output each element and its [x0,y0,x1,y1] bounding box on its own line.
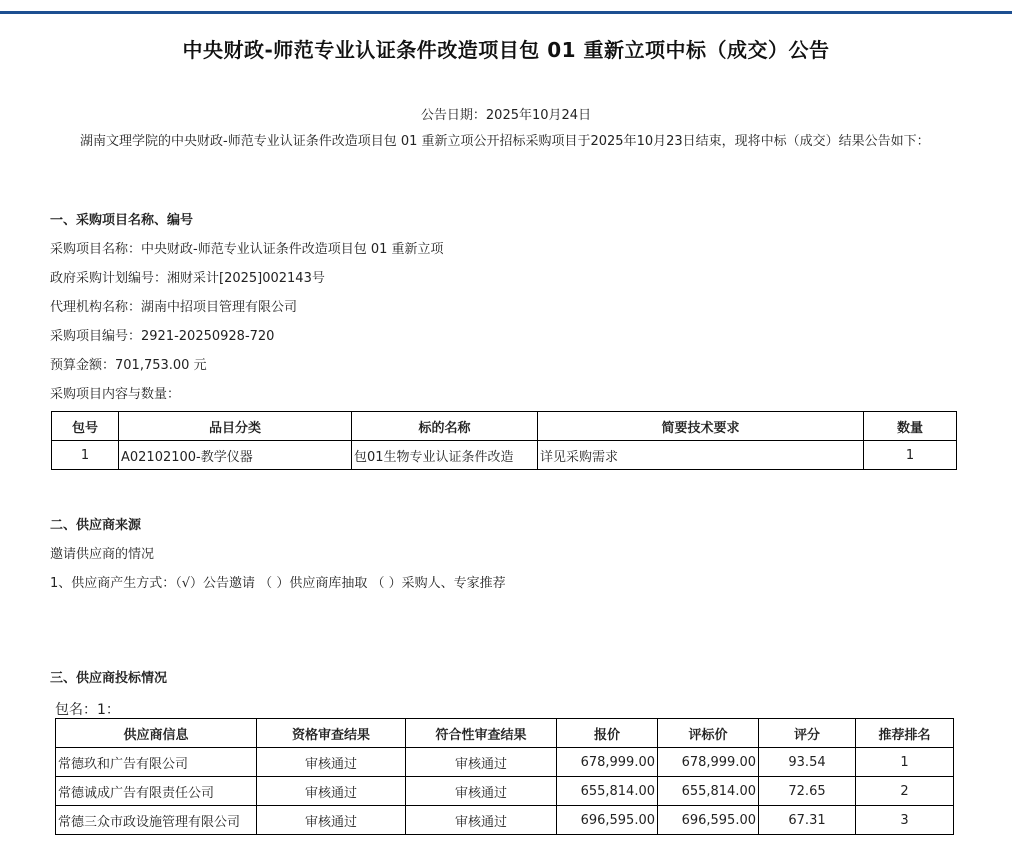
content-quantity-label: 采购项目内容与数量： [50,387,181,402]
table-row [52,441,957,470]
cell-score: 67.31 [759,806,856,835]
project-name-line: 采购项目名称：中央财政-师范专业认证条件改造项目包 01 重新立项 [50,242,444,257]
cell-compliance: 审核通过 [406,777,557,806]
cell-tech-requirements: 详见采购需求 [538,441,864,470]
cell-qualification: 审核通过 [257,806,406,835]
col-supplier: 供应商信息 [56,719,257,748]
budget-line: 预算金额：701,753.00 元 [50,358,207,373]
cell-eval-price: 678,999.00 [658,748,759,777]
cell-compliance: 审核通过 [406,806,557,835]
page-title: 中央财政-师范专业认证条件改造项目包 01 重新立项中标（成交）公告 [182,38,830,62]
cell-eval-price: 696,595.00 [658,806,759,835]
cell-supplier: 常德诚成广告有限责任公司 [56,777,257,806]
col-compliance: 符合性审查结果 [406,719,557,748]
announcement-date: 公告日期：2025年10月24日 [420,108,592,123]
col-qualification: 资格审查结果 [257,719,406,748]
cell-rank: 2 [856,777,954,806]
cell-supplier: 常德三众市政设施管理有限公司 [56,806,257,835]
invitation-label: 邀请供应商的情况 [50,547,155,562]
cell-rank: 1 [856,748,954,777]
section-heading-project: 一、采购项目名称、编号 [50,213,194,228]
cell-category: A02102100-教学仪器 [119,441,352,470]
cell-quantity: 1 [864,441,957,470]
intro-paragraph: 湖南文理学院的中央财政-师范专业认证条件改造项目包 01 重新立项公开招标采购项目于2025年10月23日结束，现将中标（成交）结果公告如下： [80,134,930,149]
project-number-line: 采购项目编号：2921-20250928-720 [50,329,275,344]
cell-quote: 655,814.00 [557,777,658,806]
cell-quote: 696,595.00 [557,806,658,835]
bidders-table [55,718,954,835]
col-eval-price: 评标价 [658,719,759,748]
table-header-row [52,412,957,441]
cell-rank: 3 [856,806,954,835]
col-tech-requirements: 简要技术要求 [538,412,864,441]
top-accent-bar [0,11,1012,14]
supplier-method-line: 1、供应商产生方式：（√）公告邀请 （ ）供应商库抽取 （ ）采购人、专家推荐 [50,576,506,591]
col-category: 品目分类 [119,412,352,441]
col-rank: 推荐排名 [856,719,954,748]
section-heading-supplier-source: 二、供应商来源 [50,518,142,533]
package-label: 包名：1： [55,702,120,718]
cell-package-no: 1 [52,441,119,470]
col-quantity: 数量 [864,412,957,441]
col-item-name: 标的名称 [352,412,538,441]
cell-supplier: 常德玖和广告有限公司 [56,748,257,777]
table-row [56,777,954,806]
cell-item-name: 包01生物专业认证条件改造 [352,441,538,470]
col-package-no: 包号 [52,412,119,441]
cell-qualification: 审核通过 [257,748,406,777]
col-score: 评分 [759,719,856,748]
cell-quote: 678,999.00 [557,748,658,777]
cell-qualification: 审核通过 [257,777,406,806]
table-header-row [56,719,954,748]
table-row [56,806,954,835]
cell-score: 72.65 [759,777,856,806]
section-heading-bids: 三、供应商投标情况 [50,671,168,686]
cell-compliance: 审核通过 [406,748,557,777]
cell-eval-price: 655,814.00 [658,777,759,806]
cell-score: 93.54 [759,748,856,777]
procurement-content-table [51,411,957,470]
plan-number-line: 政府采购计划编号：湘财采计[2025]002143号 [50,271,325,286]
table-row [56,748,954,777]
agency-name-line: 代理机构名称：湖南中招项目管理有限公司 [50,300,298,315]
col-quote: 报价 [557,719,658,748]
